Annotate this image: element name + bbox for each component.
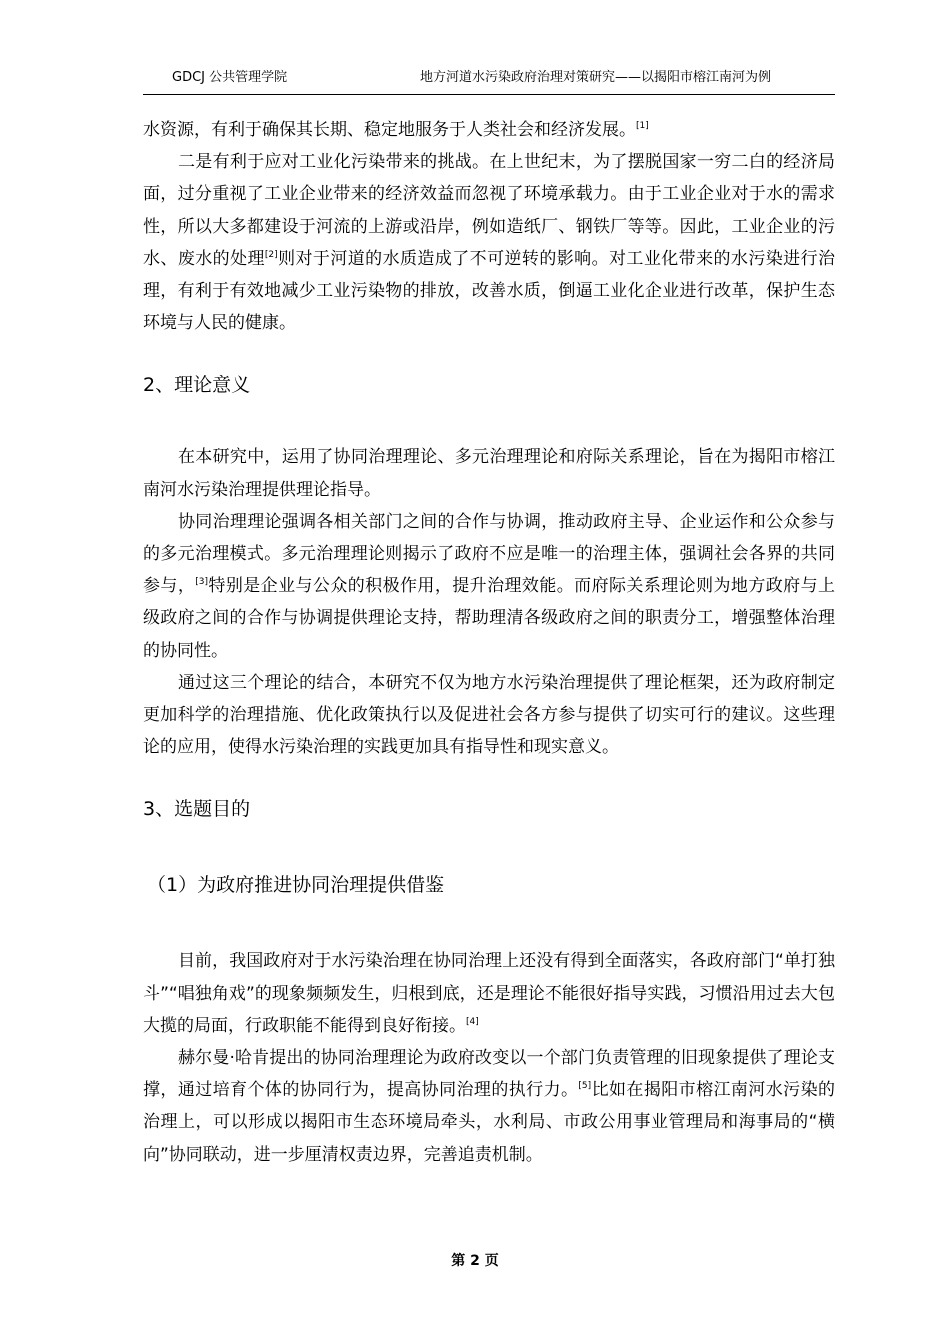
paragraph-4 <box>143 506 835 667</box>
subsection-heading-1: （1）为政府推进协同治理提供借鉴 <box>147 874 445 897</box>
paragraph-2 <box>143 146 835 339</box>
paragraph-text: 比如在揭阳市榕江南河水污染的治理上，可以形成以揭阳市生态环境局牵头，水利局、市政公用事业管理局和海事局的“横向”协同联动，进一步厘清权责边界，完善追责机制。 <box>143 1080 836 1165</box>
paragraph-1 <box>143 114 835 146</box>
header-divider <box>143 94 835 95</box>
paragraph-3: 在本研究中，运用了协同治理理论、多元治理理论和府际关系理论，旨在为揭阳市榕江南河水污染治理提供理论指导。 <box>143 447 835 500</box>
citation-ref: [1] <box>636 121 649 131</box>
paragraph-text: 水资源，有利于确保其长期、稳定地服务于人类社会和经济发展。 <box>143 120 636 140</box>
header-title: 地方河道水污染政府治理对策研究——以揭阳市榕江南河为例 <box>420 70 772 85</box>
paragraph-6 <box>143 945 835 1042</box>
paragraph-text: 则对于河道的水质造成了不可逆转的影响。对工业化带来的水污染进行治理，有利于有效地减少工业污染物的排放，改善水质，倒逼工业化企业进行改革，保护生态环境与人民的健康。 <box>143 248 836 334</box>
paragraph-text: 二是有利于应对工业化污染带来的挑战。在上世纪末，为了摆脱国家一穷二白的经济局面，过分重视了工业企业带来的经济效益而忽视了环境承载力。由于工业企业对于水的需求性，所以大多都建设于河流的上游或沿岸，例如造纸厂、钢铁厂等等。因此，工业企业的污水、废水的处理 <box>143 152 835 269</box>
paragraph-text: 赫尔曼·哈肯提出的协同治理理论为政府改变以一个部门负责管理的旧现象提供了理论支撑，通过培育个体的协同行为，提高协同治理的执行力。 <box>143 1048 835 1101</box>
document-body <box>143 114 835 1171</box>
paragraph-text: 目前，我国政府对于水污染治理在协同治理上还没有得到全面落实，各政府部门“单打独斗”“唱独角戏”的现象频频发生，归根到底，还是理论不能很好指导实践，习惯沿用过去大包大揽的局面，行政职能不能得到良好衔接。 <box>143 951 835 1036</box>
section-heading-purpose: 3、选题目的 <box>143 798 251 821</box>
paragraph-5: 通过这三个理论的结合，本研究不仅为地方水污染治理提供了理论框架，还为政府制定更加科学的治理措施、优化政策执行以及促进社会各方参与提供了切实可行的建议。这些理论的应用，使得水污染治理的实践更加具有指导性和现实意义。 <box>143 672 835 758</box>
citation-ref: [3] <box>195 577 208 588</box>
page-number: 第 2 页 <box>451 1253 499 1269</box>
header-school: GDCJ 公共管理学院 <box>172 70 288 85</box>
paragraph-text: 协同治理理论强调各相关部门之间的合作与协调，推动政府主导、企业运作和公众参与的多元治理模式。多元治理理论则揭示了政府不应是唯一的治理主体，强调社会各界的共同参与， <box>143 511 835 597</box>
paragraph-7 <box>143 1042 835 1171</box>
section-heading-theory: 2、理论意义 <box>143 374 251 397</box>
page-header <box>0 66 950 86</box>
citation-ref: [4] <box>466 1016 479 1027</box>
citation-ref: [2] <box>264 249 278 260</box>
citation-ref: [5] <box>578 1081 592 1092</box>
paragraph-text: 特别是企业与公众的积极作用，提升治理效能。而府际关系理论则为地方政府与上级政府之间的合作与协调提供理论支持，帮助理清各级政府之间的职责分工，增强整体治理的协同性。 <box>143 576 835 661</box>
